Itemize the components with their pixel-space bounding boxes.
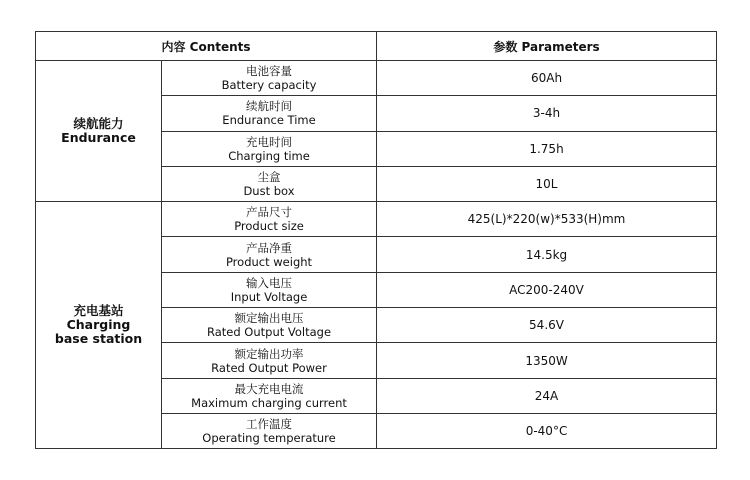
param-name-en: Rated Output Voltage	[206, 325, 332, 340]
param-name	[162, 343, 377, 378]
param-name-en: Battery capacity	[221, 78, 317, 93]
category-endurance	[36, 61, 162, 202]
param-name-en: Operating temperature	[202, 431, 336, 446]
param-name-en: Product size	[234, 219, 304, 234]
param-name-en: Charging time	[228, 148, 310, 163]
param-name	[162, 202, 377, 237]
param-name-zh: 最大充电电流	[234, 381, 304, 396]
header-parameters: 参数 Parameters	[377, 32, 717, 61]
param-name	[162, 61, 377, 96]
param-value: 54.6V	[377, 308, 717, 343]
spec-table	[35, 31, 717, 449]
table-row	[36, 61, 717, 96]
category-label-zh: 充电基站	[73, 303, 124, 319]
param-value: AC200-240V	[377, 272, 717, 307]
param-name	[162, 413, 377, 448]
param-value: 0-40°C	[377, 413, 717, 448]
table-row	[36, 202, 717, 237]
header-contents: 内容 Contents	[36, 32, 377, 61]
param-name-zh: 尘盒	[257, 170, 281, 185]
param-name	[162, 272, 377, 307]
param-value: 60Ah	[377, 61, 717, 96]
param-name-zh: 额定输出功率	[234, 346, 304, 361]
param-name-en: Input Voltage	[230, 289, 308, 304]
param-value: 14.5kg	[377, 237, 717, 272]
param-name-en: Endurance Time	[222, 113, 316, 128]
category-charging-base-station	[36, 202, 162, 449]
param-name	[162, 96, 377, 131]
param-name	[162, 237, 377, 272]
param-value: 1.75h	[377, 131, 717, 166]
category-label-en-line2: base station	[54, 331, 143, 347]
category-label-zh: 续航能力	[73, 116, 124, 132]
param-name-zh: 续航时间	[246, 99, 292, 114]
param-name-zh: 工作温度	[246, 417, 292, 432]
param-name-zh: 输入电压	[246, 275, 292, 290]
param-value: 425(L)*220(w)*533(H)mm	[377, 202, 717, 237]
param-name-zh: 产品尺寸	[246, 205, 292, 220]
param-value: 24A	[377, 378, 717, 413]
table-header-row	[36, 32, 717, 61]
param-name-zh: 产品净重	[246, 240, 292, 255]
param-name-en: Maximum charging current	[191, 395, 347, 410]
category-label-en: Endurance	[61, 130, 136, 146]
param-name-zh: 电池容量	[246, 64, 292, 79]
param-value: 1350W	[377, 343, 717, 378]
param-name	[162, 166, 377, 201]
category-label-en-line1: Charging	[66, 317, 131, 333]
param-name-en: Product weight	[225, 254, 313, 269]
param-name	[162, 131, 377, 166]
param-value: 3-4h	[377, 96, 717, 131]
param-name	[162, 308, 377, 343]
param-name-zh: 额定输出电压	[234, 311, 304, 326]
param-value: 10L	[377, 166, 717, 201]
param-name-en: Dust box	[243, 184, 295, 199]
param-name	[162, 378, 377, 413]
param-name-zh: 充电时间	[246, 134, 292, 149]
param-name-en: Rated Output Power	[211, 360, 327, 375]
